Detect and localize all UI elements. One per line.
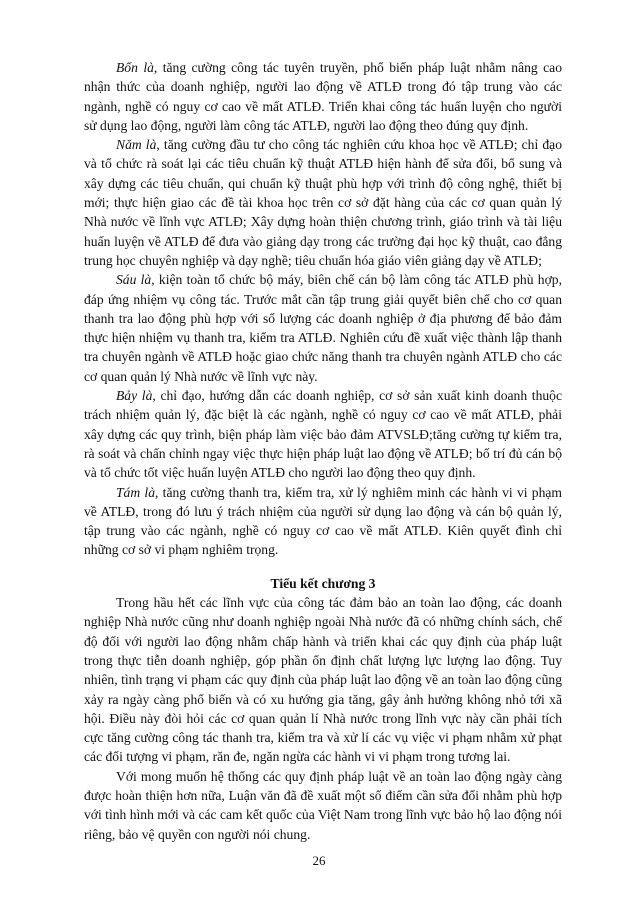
page-number: 26 <box>312 853 326 868</box>
paragraph-lead: Tám là <box>116 484 156 500</box>
document-page <box>84 58 562 844</box>
paragraph-text: , tăng cường đầu tư cho công tác nghiên cứu khoa học về ATLĐ; chỉ đạo và tổ chức rà soát lại các tiêu chuẩn kỹ thuật ATLĐ hiện hành để sửa đổi, bổ sung và xây dựng các tiêu chuẩn, qui chuẩn kỹ thuật phù hợp với trình độ công nghệ, thiết bị mới; thực hiện giao các đề tài khoa học trên cơ sở đặt hàng của các cơ quan quản lý Nhà nước về lĩnh vực ATLĐ; Xây dựng hoàn thiện chương trình, giáo trình và tài liệu huấn luyện về ATLĐ để đưa vào giảng dạy trong các trường đại học kỹ thuật, cao đẳng trung học chuyên nghiệp và dạy nghề; tiêu chuẩn hóa giáo viên giảng dạy về ATLĐ; <box>84 137 563 268</box>
paragraph-text: , kiện toàn tổ chức bộ máy, biên chế cán bộ làm công tác ATLĐ phù hợp, đáp ứng nhiệm vụ công tác. Trước mắt cần tập trung giải quyết biên chế cho cơ quan thanh tra lao động phù hợp với số lượng các doanh nghiệp ở địa phương để bảo đảm thực hiện nhiệm vụ thanh tra, kiểm tra ATLĐ. Nghiên cứu đề xuất việc thành lập thanh tra chuyên ngành về ATLĐ hoặc giao chức năng thanh tra chuyên ngành ATLĐ cho các cơ quan quản lý Nhà nước về lĩnh vực này. <box>84 272 562 384</box>
paragraph-text: , tăng cường thanh tra, kiểm tra, xử lý nghiêm minh các hành vi vi phạm về ATLĐ, trong đó lưu ý trách nhiệm của người sử dụng lao động và cán bộ quản lý, tập trung vào các ngành, nghề có nguy cơ cao về mất ATLĐ. Kiên quyết đình chỉ những cơ sở vi phạm nghiêm trọng. <box>84 484 562 558</box>
paragraph-tam-la <box>84 483 562 560</box>
paragraph-sau-la <box>84 270 562 386</box>
paragraph-bay-la <box>84 386 562 482</box>
paragraph-lead: Bảy là <box>116 388 153 404</box>
paragraph-bon-la <box>84 58 562 135</box>
paragraph-nam-la <box>84 135 562 270</box>
summary-paragraph-1: Trong hầu hết các lĩnh vực của công tác đảm bảo an toàn lao động, các doanh nghiệp Nhà nước cũng như doanh nghiệp ngoài Nhà nước đã có những chính sách, chế độ đối với người lao động nhằm chấp hành và triển khai các quy định của pháp luật trong thực tiễn doanh nghiệp, góp phần ổn định chất lượng lực lượng lao động. Tuy nhiên, tình trạng vi phạm các quy định của pháp luật lao động về an toàn lao động cũng xảy ra ngày càng phổ biến và có xu hướng gia tăng, gây ảnh hưởng không nhỏ tới xã hội. Điều này đòi hỏi các cơ quan quản lí Nhà nước trong lĩnh vực này cần phải tích cực tăng cường công tác thanh tra, kiểm tra và xử lí các vụ việc vi phạm nhằm xử phạt các đối tượng vi phạm, răn đe, ngăn ngừa các hành vi vi phạm trong tương lai. <box>84 595 562 765</box>
paragraph-lead: Sáu là <box>116 272 152 288</box>
paragraph-lead: Năm là <box>116 137 157 153</box>
paragraph-text: , chỉ đạo, hướng dẫn các doanh nghiệp, cơ sở sản xuất kinh doanh thuộc trách nhiệm quản lý, đặc biệt là các ngành, nghề có nguy cơ cao về mất ATLĐ, phải xây dựng các quy trình, biện pháp làm việc bảo đảm ATVSLĐ;tăng cường tự kiểm tra, rà soát và chấn chỉnh ngay việc thực hiện pháp luật lao động về ATLĐ; bố trí đủ cán bộ và tổ chức tốt việc huấn luyện ATLĐ cho người lao động theo quy định. <box>84 388 563 481</box>
paragraph-lead: Bốn là <box>116 60 154 75</box>
summary-paragraph-2: Với mong muốn hệ thống các quy định pháp luật về an toàn lao động ngày càng được hoàn thiện hơn nữa, Luận văn đã đề xuất một số điểm cần sửa đổi nhằm phù hợp với tình hình mới và các cam kết quốc của Việt Nam trong lĩnh vực bảo hộ lao động nói riêng, bảo vệ quyền con người nói chung. <box>84 768 562 842</box>
paragraph-text: , tăng cường công tác tuyên truyền, phổ biến pháp luật nhằm nâng cao nhận thức của doanh nghiệp, người lao động về ATLĐ trong đó tập trung vào các ngành, nghề có nguy cơ cao về mất ATLĐ. Triển khai công tác huấn luyện cho người sử dụng lao động, người làm công tác ATLĐ, người lao động theo đúng quy định. <box>84 60 562 133</box>
section-heading: Tiểu kết chương 3 <box>270 575 376 591</box>
